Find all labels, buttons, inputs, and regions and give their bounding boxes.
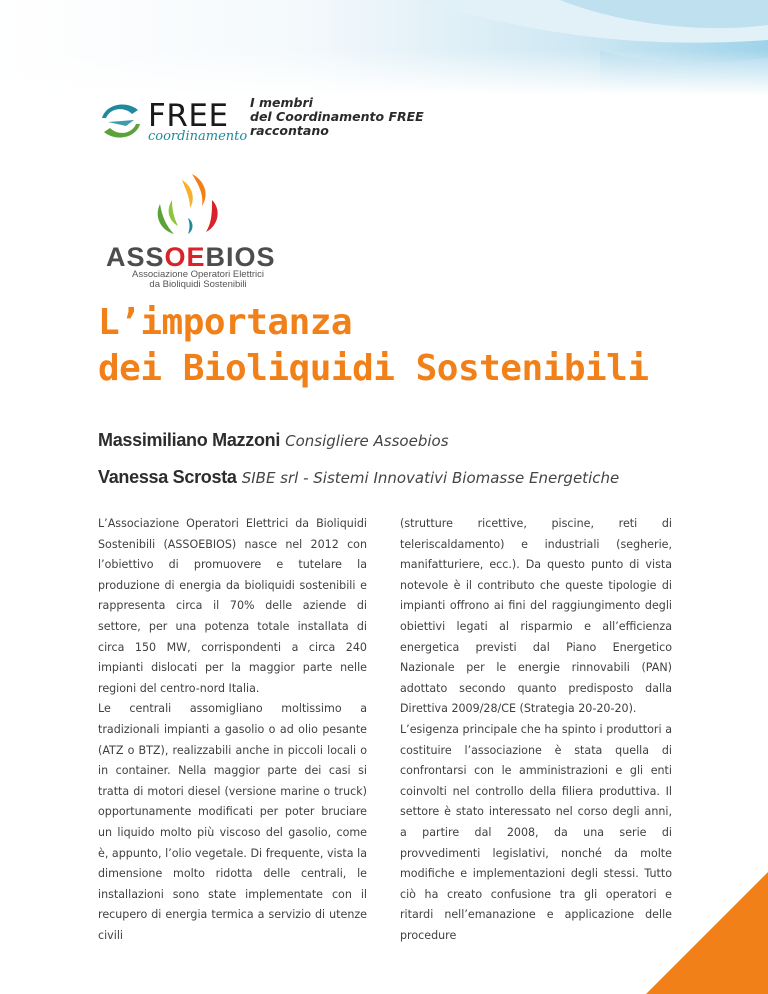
- assoebios-word-part3: BIOS: [205, 242, 276, 272]
- author-2-role: SIBE srl - Sistemi Innovativi Biomasse Energetiche: [241, 469, 620, 487]
- free-logo-subtitle: coordinamento: [148, 129, 248, 144]
- body-paragraph: (strutture ricettive, piscine, reti di teleriscaldamento) e industriali (segherie, manifatturiere, ecc.). Da questo punto di vista notevole è il contributo che queste tipologie di impianti offrono ai fini del raggiungimento degli obiettivi legati al risparmio e all’efficienza energetica previsti dal Piano Energetico Nazionale per le energie rinnovabili (PAN) adottato secondo quanto predisposto dalla Direttiva 2009/28/CE (Strategia 20-20-20).: [400, 517, 672, 716]
- article-title: [98, 300, 649, 392]
- page-number: 27: [664, 926, 701, 964]
- free-logo: [96, 96, 246, 148]
- title-line-2: dei Bioliquidi Sostenibili: [98, 348, 649, 389]
- tagline-line-3: raccontano: [250, 123, 329, 138]
- assoebios-word-part2: OE: [164, 242, 206, 272]
- title-line-1: L’importanza: [98, 302, 353, 343]
- header-background-wash: [0, 0, 768, 95]
- author-1: [98, 430, 449, 451]
- tagline-line-2: del Coordinamento FREE: [250, 109, 424, 124]
- author-1-role: Consigliere Assoebios: [285, 432, 449, 450]
- assoebios-flame-icon: [138, 170, 238, 246]
- author-2: [98, 467, 619, 488]
- assoebios-subtitle: [128, 270, 268, 290]
- free-logo-word: FREE: [148, 98, 229, 134]
- assoebios-subtitle-line-2: da Bioliquidi Sostenibili: [149, 279, 247, 290]
- body-paragraph: Le centrali assomigliano moltissimo a tradizionali impianti a gasolio o ad olio pesante (ATZ o BTZ), realizzabili anche in piccoli locali o in container. Nella maggior parte dei casi si tratta di motori diesel (versione marine o truck) opportunamente modificati per poter bruciare un liquido molto più viscoso del gasolio, come è, appunto, l’olio vegetale. Di frequente, vista la dimensione molto ridotta delle centrali, le installazioni sono state implementate con il recupero di energia termica a servizio di utenze civili: [98, 702, 367, 942]
- body-paragraph: L’Associazione Operatori Elettrici da Bioliquidi Sostenibili (ASSOEBIOS) nasce nel 2012 con l’obiettivo di promuovere e tutelare la produzione di energia da bioliquidi sostenibili e rappresenta circa il 70% delle aziende di settore, per una potenza totale installata di circa 150 MW, corrispondenti a circa 240 impianti dislocati per la maggior parte nelle regioni del centro-nord Italia.: [98, 517, 367, 695]
- free-swirl-icon: [96, 96, 146, 146]
- author-1-name: Massimiliano Mazzoni: [98, 430, 281, 450]
- page-corner-tab: [618, 844, 768, 994]
- author-2-name: Vanessa Scrosta: [98, 467, 237, 487]
- body-paragraph: L’esigenza principale che ha spinto i produttori a costituire l’associazione è stata quella di confrontarsi con le amministrazioni e gli enti coinvolti nel controllo della filiera produttiva. Il settore è stato interessato nel corso degli anni, a partire dal 2008, da una serie di provvedimenti legislativi, nonché da molte modifiche e implementazioni degli stessi. Tutto ciò ha creato confusione tra gli operatori e ritardi nell’emanazione e applicazione delle procedure: [400, 722, 672, 942]
- header-tagline: [250, 96, 424, 138]
- tagline-line-1: I membri: [250, 95, 313, 110]
- assoebios-word-part1: ASS: [106, 242, 165, 272]
- assoebios-logo: [98, 170, 288, 290]
- body-column-left: [98, 514, 367, 946]
- assoebios-subtitle-line-1: Associazione Operatori Elettrici: [132, 269, 264, 280]
